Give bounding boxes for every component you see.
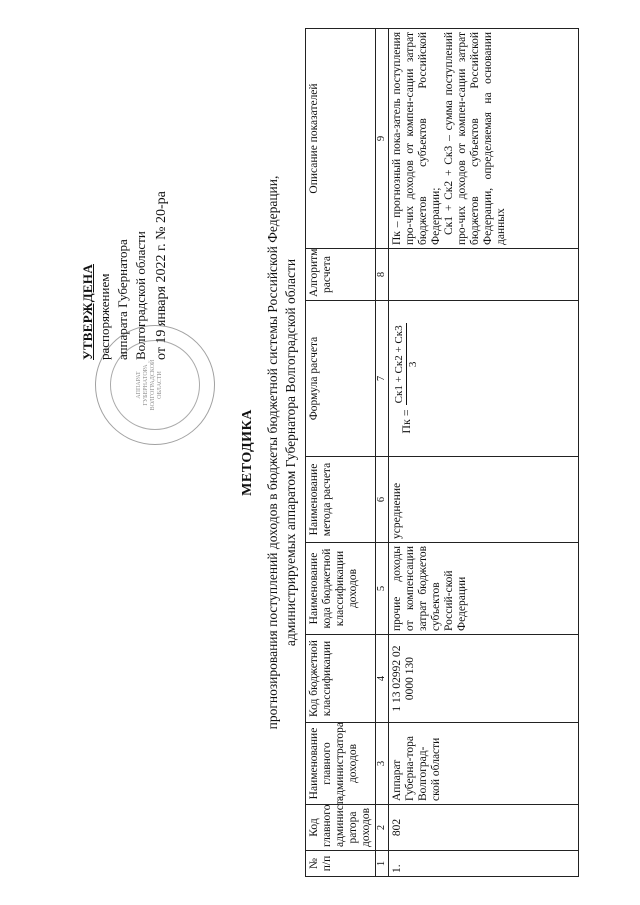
- header-cell: Код бюджетной классификации: [306, 635, 376, 723]
- column-number: 8: [376, 249, 389, 301]
- header-cell: Описание показателей: [306, 29, 376, 249]
- header-cell: Наименование метода расчета: [306, 457, 376, 543]
- date-month-year: января 2022 г.: [154, 243, 169, 327]
- kbk-name: прочие доходы от компенсации затрат бюджетов субъектов Россий-ской Федерации: [389, 543, 579, 635]
- column-number: 7: [376, 301, 389, 457]
- column-number: 9: [376, 29, 389, 249]
- indicator-description: [389, 29, 579, 249]
- table-row: [389, 29, 579, 877]
- header-cell: Наименование главного администратора доходов: [306, 723, 376, 805]
- header-cell: Алгоритм расчета: [306, 249, 376, 301]
- description-paragraph-2: Ск1 + Ск2 + Ск3 – сумма поступлений про-чих доходов от компен-сации затрат бюджетов субъектов Российской Федерации, определяемая на основании данных: [443, 32, 507, 245]
- column-number-row: [376, 29, 389, 877]
- column-number: 3: [376, 723, 389, 805]
- approval-line-1: распоряжением: [97, 273, 112, 360]
- column-number: 5: [376, 543, 389, 635]
- calc-algorithm: [389, 249, 579, 301]
- number-value: 20-ра: [154, 191, 169, 224]
- date-day: 19: [154, 329, 169, 344]
- doc-title: МЕТОДИКА: [240, 409, 255, 496]
- calc-formula: [393, 323, 420, 433]
- header-cell: Код главного админист-ратора доходов: [306, 805, 376, 851]
- formula-denominator: 3: [407, 361, 419, 368]
- approval-date: [154, 60, 170, 360]
- approval-line-3: Волгоградской области: [133, 231, 148, 360]
- approval-block: [80, 60, 170, 360]
- date-prefix: от: [154, 347, 169, 360]
- number-label: №: [154, 226, 169, 240]
- formula-fraction: [393, 323, 420, 405]
- description-paragraph-1: Пк – прогнозный пока-затель поступления про-чих доходов от компен-сации затрат бюджетов субъектов Российской Федерации;: [391, 32, 442, 245]
- methodology-table: [305, 28, 579, 877]
- column-number: 6: [376, 457, 389, 543]
- doc-subtitle-line-1: прогнозирования поступлений доходов в бюджеты бюджетной системы Российской Федерации,: [265, 175, 280, 730]
- approval-title: УТВЕРЖДЕНА: [80, 263, 95, 360]
- header-cell: Наименование кода бюджетной классификации доходов: [306, 543, 376, 635]
- column-number: 2: [376, 805, 389, 851]
- title-block: [240, 0, 300, 905]
- admin-name: Аппарат Губерна-тора Волгоград-ской области: [389, 723, 579, 805]
- approval-line-2: аппарата Губернатора: [115, 239, 130, 360]
- header-cell: Формула расчета: [306, 301, 376, 457]
- doc-subtitle-line-2: администрируемых аппаратом Губернатора Волгоградской области: [283, 258, 298, 647]
- calc-formula-cell: [389, 301, 579, 457]
- header-cell: № п/п: [306, 851, 376, 877]
- stamp-text: АППАРАТ ГУБЕРНАТОРА ВОЛГОГРАДСКОЙ ОБЛАСТИ: [136, 359, 163, 411]
- column-number: 4: [376, 635, 389, 723]
- calc-method: усреднение: [389, 457, 579, 543]
- kbk-code: 1 13 02992 02 0000 130: [389, 635, 579, 723]
- admin-code: 802: [389, 805, 579, 851]
- column-number: 1: [376, 851, 389, 877]
- formula-lhs: Пк =: [399, 409, 413, 434]
- row-number: 1.: [389, 851, 579, 877]
- table-header-row: [306, 29, 376, 877]
- formula-numerator: Ск1 + Ск2 + Ск3: [393, 325, 405, 404]
